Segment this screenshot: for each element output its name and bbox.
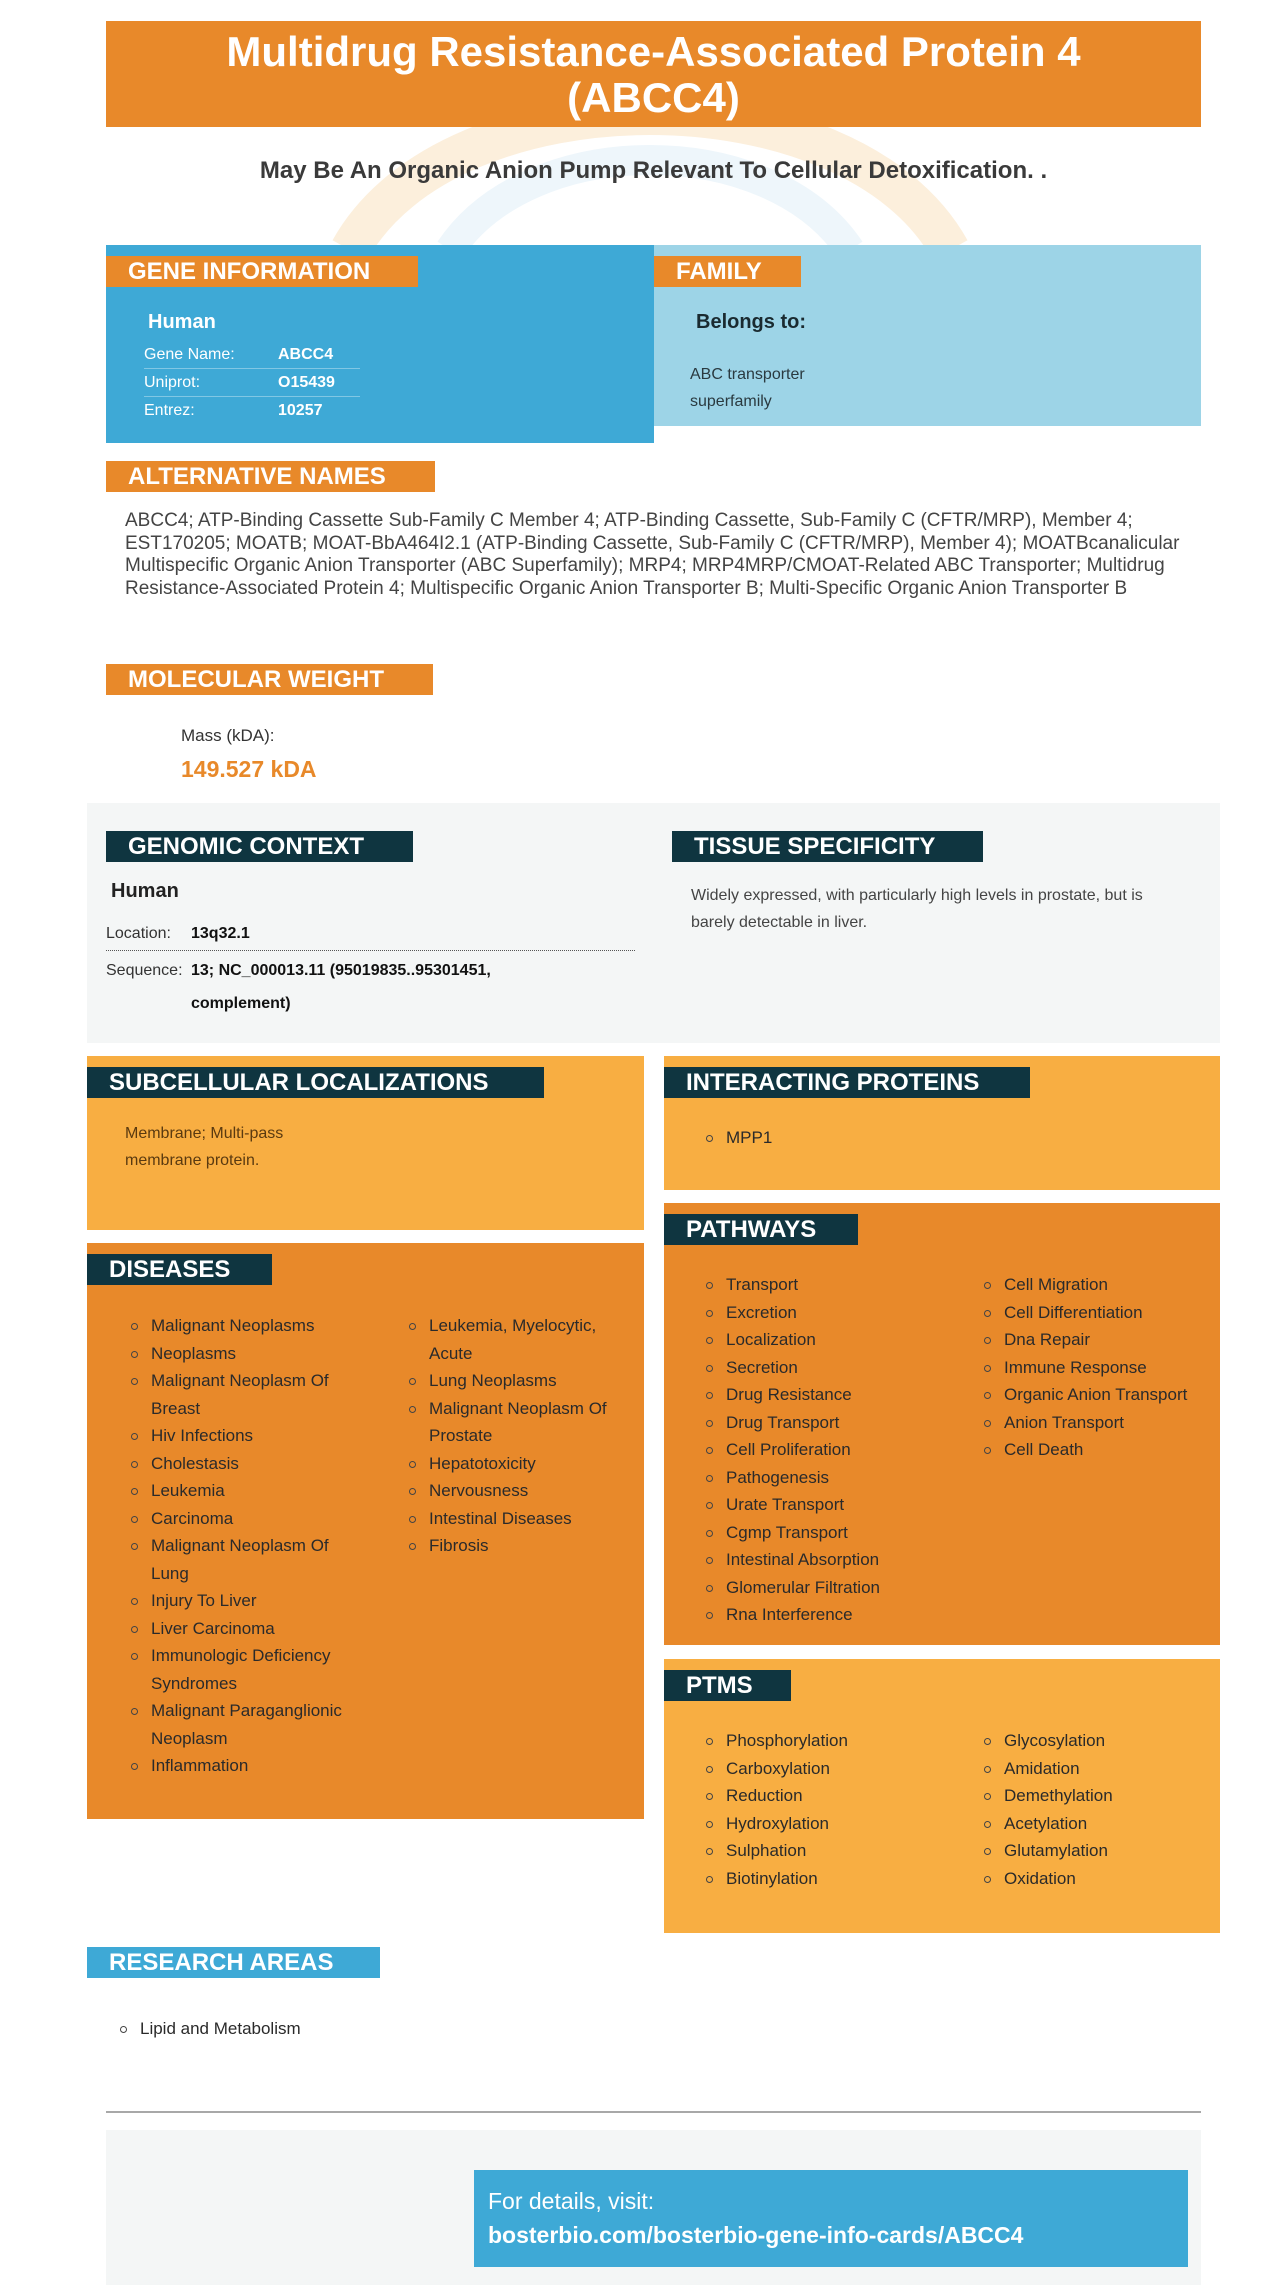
uniprot-label: Uniprot: [144, 373, 201, 391]
sequence-value [191, 954, 491, 1020]
list-item: Glutamylation [984, 1837, 1219, 1865]
list-item: Immune Response [984, 1354, 1219, 1382]
sequence-label: Sequence: [106, 962, 183, 979]
list-item: Organic Anion Transport [984, 1381, 1219, 1409]
diseases-list-col2 [409, 1312, 619, 1560]
list-item: Anion Transport [984, 1409, 1219, 1437]
list-item: Cell Proliferation [706, 1436, 966, 1464]
interacting-proteins-list [706, 1124, 772, 1152]
research-areas-list [120, 2015, 301, 2043]
sequence-value-line2: complement) [191, 995, 291, 1012]
list-item: Biotinylation [706, 1865, 966, 1893]
list-item: Reduction [706, 1782, 966, 1810]
details-label: For details, visit: [488, 2188, 655, 2214]
pathways-list-col1 [706, 1271, 966, 1629]
details-url-link[interactable]: bosterbio.com/bosterbio-gene-info-cards/ABCC4 [488, 2222, 1024, 2248]
list-item: Leukemia, Myelocytic, Acute [409, 1312, 619, 1367]
list-item: Leukemia [131, 1477, 356, 1505]
list-item: Carcinoma [131, 1505, 356, 1533]
list-item: Sulphation [706, 1837, 966, 1865]
uniprot-row [144, 369, 360, 397]
list-item: Malignant Paraganglionic Neoplasm [131, 1697, 356, 1752]
list-item: Liver Carcinoma [131, 1615, 356, 1643]
tissue-specificity-text: Widely expressed, with particularly high levels in prostate, but is barely detectable in liver. [691, 887, 1143, 931]
footer-divider [106, 2111, 1201, 2113]
gene-name-value: ABCC4 [278, 345, 334, 363]
mass-value: 149.527 kDA [181, 756, 317, 782]
list-item: Intestinal Absorption [706, 1546, 966, 1574]
page-title: Multidrug Resistance-Associated Protein 4 (ABCC4) [226, 28, 1081, 121]
list-item: Oxidation [984, 1865, 1219, 1893]
subcellular-line1: Membrane; Multi-pass [125, 1125, 284, 1142]
family-value-line2: superfamily [690, 393, 772, 410]
list-item: Intestinal Diseases [409, 1505, 619, 1533]
list-item: Cell Differentiation [984, 1299, 1219, 1327]
ptms-list-col1 [706, 1727, 966, 1892]
list-item: Fibrosis [409, 1532, 619, 1560]
sequence-value-line1: 13; NC_000013.11 (95019835..95301451, [191, 962, 491, 979]
alternative-names-text: ABCC4; ATP-Binding Cassette Sub-Family C Member 4; ATP-Binding Cassette, Sub-Family C (CFTR/MRP), Member 4; EST170205; MOATB; MOAT-BbA464I2.1 (ATP-Binding Cassette, Sub-Family C (CFTR/MRP), Member 4); MOATBcanalicular Multispecific Organic Anion Transporter (ABC Superfamily); MRP4; MRP4MRP/CMOAT-Related ABC Transporter; Multidrug Resistance-Associated Protein 4; Multispecific Organic Anion Transporter B; Multi-Specific Organic Anion Transporter B [125, 510, 1180, 599]
gene-species: Human [148, 311, 216, 333]
diseases-list-col1 [131, 1312, 356, 1780]
ptms-panel [664, 1659, 1220, 1933]
list-item: Amidation [984, 1755, 1219, 1783]
pathways-heading: PATHWAYS [664, 1214, 858, 1245]
list-item: Urate Transport [706, 1491, 966, 1519]
list-item: Acetylation [984, 1810, 1219, 1838]
ptms-list-col2 [984, 1727, 1219, 1892]
list-item: Glycosylation [984, 1727, 1219, 1755]
list-item: Localization [706, 1326, 966, 1354]
pathways-panel [664, 1203, 1220, 1645]
tissue-specificity-heading: TISSUE SPECIFICITY [672, 831, 983, 862]
list-item: Hiv Infections [131, 1422, 356, 1450]
family-panel [654, 245, 1201, 426]
list-item: Secretion [706, 1354, 966, 1382]
mass-label: Mass (kDA): [181, 726, 275, 745]
diseases-heading: DISEASES [87, 1254, 272, 1285]
list-item: Malignant Neoplasm Of Lung [131, 1532, 356, 1587]
gene-name-row [144, 341, 360, 369]
gene-info-table [144, 341, 360, 424]
gene-information-heading: GENE INFORMATION [106, 256, 418, 287]
subcellular-panel [87, 1056, 644, 1230]
list-item: Drug Resistance [706, 1381, 966, 1409]
research-areas-heading: RESEARCH AREAS [87, 1947, 380, 1978]
page-subtitle: May Be An Organic Anion Pump Relevant To Cellular Detoxification. . [259, 157, 1048, 184]
subcellular-line2: membrane protein. [125, 1152, 260, 1169]
list-item: Cell Migration [984, 1271, 1219, 1299]
list-item: Demethylation [984, 1782, 1219, 1810]
list-item: Lung Neoplasms [409, 1367, 619, 1395]
family-value-line1: ABC transporter [690, 366, 805, 383]
list-item: Pathogenesis [706, 1464, 966, 1492]
list-item: Transport [706, 1271, 966, 1299]
page-title-banner [106, 21, 1201, 127]
subcellular-heading: SUBCELLULAR LOCALIZATIONS [87, 1067, 544, 1098]
family-value [690, 361, 805, 415]
list-item: Cell Death [984, 1436, 1219, 1464]
genomic-species: Human [111, 880, 179, 902]
list-item: Inflammation [131, 1752, 356, 1780]
genomic-context-heading: GENOMIC CONTEXT [106, 831, 413, 862]
gene-name-label: Gene Name: [144, 345, 235, 363]
list-item: Malignant Neoplasm Of Breast [131, 1367, 356, 1422]
alternative-names-heading: ALTERNATIVE NAMES [106, 461, 435, 492]
diseases-panel [87, 1243, 644, 1819]
list-item: Hepatotoxicity [409, 1450, 619, 1478]
entrez-row [144, 397, 360, 424]
ptms-heading: PTMS [664, 1670, 791, 1701]
entrez-label: Entrez: [144, 401, 195, 419]
molecular-weight-heading: MOLECULAR WEIGHT [106, 664, 433, 695]
location-label: Location: [106, 925, 171, 942]
list-item: Rna Interference [706, 1601, 966, 1629]
family-heading: FAMILY [654, 256, 801, 287]
location-row [106, 918, 635, 951]
list-item: Cgmp Transport [706, 1519, 966, 1547]
list-item: Carboxylation [706, 1755, 966, 1783]
list-item: Cholestasis [131, 1450, 356, 1478]
list-item: Drug Transport [706, 1409, 966, 1437]
list-item: Hydroxylation [706, 1810, 966, 1838]
list-item: Glomerular Filtration [706, 1574, 966, 1602]
interacting-proteins-panel [664, 1056, 1220, 1190]
list-item: MPP1 [706, 1124, 772, 1152]
gene-information-panel [106, 245, 654, 443]
details-link-box[interactable] [474, 2170, 1188, 2267]
uniprot-value: O15439 [278, 373, 335, 391]
list-item: Immunologic Deficiency Syndromes [131, 1642, 356, 1697]
entrez-value: 10257 [278, 401, 323, 419]
list-item: Injury To Liver [131, 1587, 356, 1615]
list-item: Excretion [706, 1299, 966, 1327]
list-item: Phosphorylation [706, 1727, 966, 1755]
family-belongs-label: Belongs to: [696, 311, 806, 333]
list-item: Lipid and Metabolism [120, 2015, 301, 2043]
list-item: Dna Repair [984, 1326, 1219, 1354]
list-item: Nervousness [409, 1477, 619, 1505]
pathways-list-col2 [984, 1271, 1219, 1464]
list-item: Neoplasms [131, 1340, 356, 1368]
interacting-proteins-heading: INTERACTING PROTEINS [664, 1067, 1030, 1098]
subcellular-text [125, 1120, 283, 1174]
list-item: Malignant Neoplasms [131, 1312, 356, 1340]
sequence-row [106, 954, 635, 1020]
list-item: Malignant Neoplasm Of Prostate [409, 1395, 619, 1450]
location-value: 13q32.1 [191, 925, 250, 942]
